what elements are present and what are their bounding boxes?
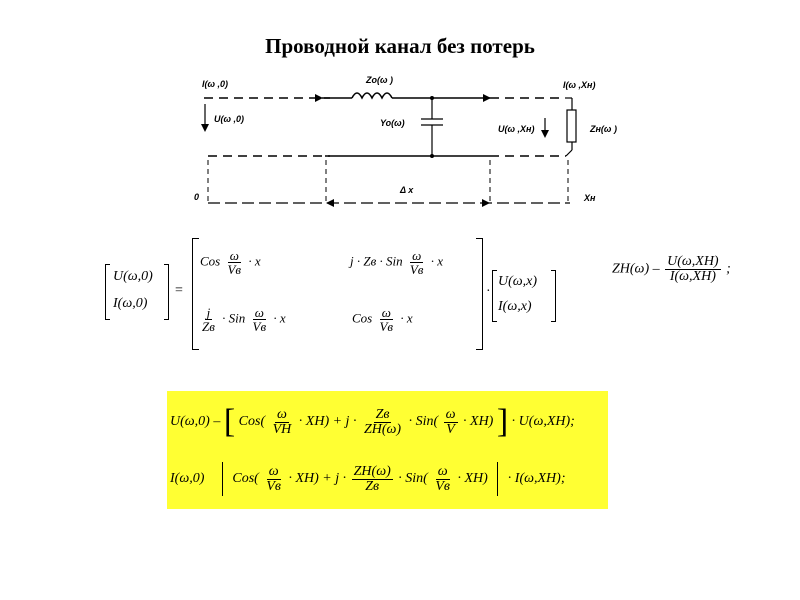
result-row-2: I(ω,0) Cos( $\frac{\omega}{Vв}$ · XH) + j · $\frac{ZH(\omega)}{Zв}$ · Sin( $\frac{\omega}{Vв}$ · XH) · I(ω,XH); <box>170 462 565 496</box>
arrow-down-icon <box>201 124 209 132</box>
a22: Cos $\frac{\omega}{Vв}$ · x <box>352 305 413 334</box>
lhs-u: U(ω,0) <box>113 269 153 284</box>
page-title: Проводной канал без потерь <box>265 34 535 58</box>
rhs-i: I(ω,x) <box>498 299 532 314</box>
label-y0: Yo(ω) <box>380 118 405 128</box>
arrow-right-icon <box>315 94 323 102</box>
arrow-down-icon-2 <box>541 130 549 138</box>
arrow-right-icon-2 <box>483 94 491 102</box>
label-zn: Zн(ω ) <box>590 124 617 134</box>
label-u-right: U(ω ,Xн) <box>498 124 535 134</box>
zh-equation: ZH(ω) – $\frac{U(\omega,XH)}{I(\omega,XH)}$ ; <box>612 254 731 284</box>
label-i-right: I(ω ,Xн) <box>563 80 596 90</box>
load-resistor-icon <box>567 110 576 142</box>
a12: j · Zв · Sin $\frac{\omega}{Vв}$ · x <box>350 248 443 277</box>
dot-operator: · <box>486 284 491 299</box>
label-xn: Xн <box>584 193 596 203</box>
a21: $\frac{j}{Zв}$ · Sin $\frac{\omega}{Vв}$ · x <box>202 305 286 334</box>
label-dx: Δ x <box>400 185 414 195</box>
rhs-u: U(ω,x) <box>498 274 538 289</box>
lhs-i: I(ω,0) <box>113 296 148 311</box>
result-row-1: U(ω,0) – [ Cos( $\frac{\omega}{VН}$ · XH) + j · $\frac{Zв}{ZН(\omega)}$ · Sin( $\frac{\omega}{V}$ · XH) ] · U(ω,XH); <box>170 403 575 440</box>
label-z0: Zo(ω ) <box>366 75 393 85</box>
equals-sign: = <box>175 283 183 298</box>
arrow-right-icon-3 <box>482 199 490 207</box>
label-origin: 0 <box>194 192 200 202</box>
label-i-left: I(ω ,0) <box>202 79 229 89</box>
a11: Cos $\frac{\omega}{Vв}$ · x <box>200 248 261 277</box>
inductor-icon <box>352 93 392 98</box>
label-u-left: U(ω ,0) <box>214 114 245 124</box>
arrow-left-icon <box>326 199 334 207</box>
